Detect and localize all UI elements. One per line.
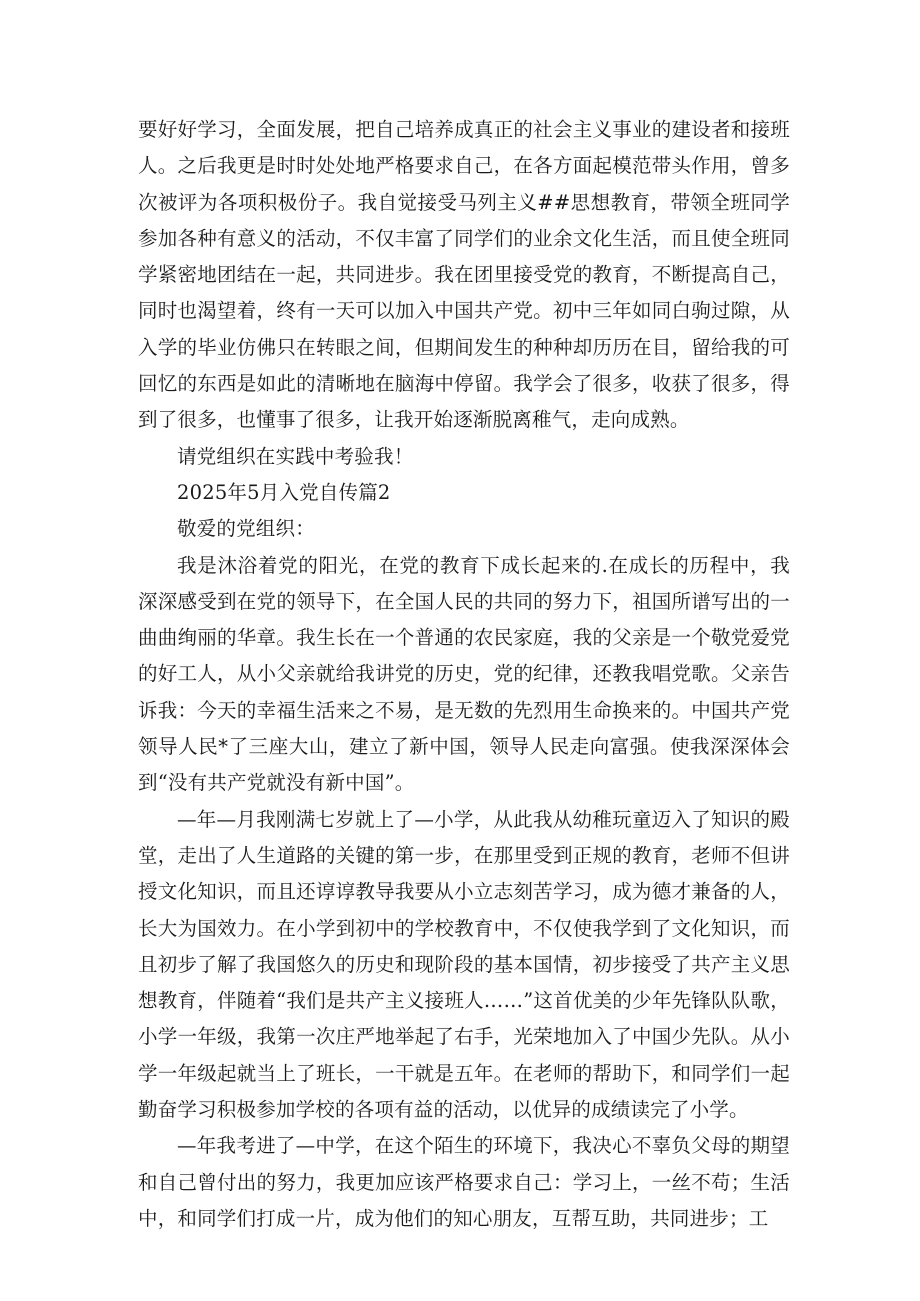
paragraph-middle-school: —年我考进了—中学，在这个陌生的环境下，我决心不辜负父母的期望和自己曾付出的努力，我更加应该严格要求自己：学习上，一丝不苟；生活中，和同学们打成一片，成为他们的知心朋友，互帮互助，共同进步；工: [138, 1134, 790, 1230]
section-heading: 2025年5月入党自传篇2: [177, 480, 391, 504]
paragraph-intro: 我是沐浴着党的阳光，在党的教育下成长起来的.在成长的历程中，我深深感受到在党的领导下，在全国人民的共同的努力下，祖国所谱写出的一曲曲绚丽的华章。我生长在一个普通的农民家庭，我的父亲是一个敬党爱党的好工人，从小父亲就给我讲党的历史，党的纪律，还教我唱党歌。父亲告诉我：今天的幸福生活来之不易，是无数的先烈用生命换来的。中国共产党领导人民*了三座大山，建立了新中国，领导人民走向富强。使我深深体会到“没有共产党就没有新中国”。: [138, 553, 790, 795]
salutation: 敬爱的党组织：: [177, 517, 315, 541]
document-body: [138, 112, 790, 1237]
paragraph-primary-school: —年—月我刚满七岁就上了—小学，从此我从幼稚玩童迈入了知识的殿堂，走出了人生道路的关键的第一步，在那里受到正规的教育，老师不但讲授文化知识，而且还谆谆教导我要从小立志刻苦学习，成为德才兼备的人，长大为国效力。在小学到初中的学校教育中，不仅使我学到了文化知识，而且初步了解了我国悠久的历史和现阶段的基本国情，初步接受了共产主义思想教育，伴随着“我们是共产主义接班人……”这首优美的少年先锋队队歌，小学一年级，我第一次庄严地举起了右手，光荣地加入了中国少先队。从小学一年级起就当上了班长，一干就是五年。在老师的帮助下，和同学们一起勤奋学习积极参加学校的各项有益的活动，以优异的成绩读完了小学。: [138, 807, 790, 1122]
paragraph-continuation: 要好好学习，全面发展，把自己培养成真正的社会主义事业的建设者和接班人。之后我更是时时处处地严格要求自己，在各方面起模范带头作用，曾多次被评为各项积极份子。我自觉接受马列主义##思想教育，带领全班同学参加各种有意义的活动，不仅丰富了同学们的业余文化生活，而且使全班同学紧密地团结在一起，共同进步。我在团里接受党的教育，不断提高自己，同时也渴望着，终有一天可以加入中国共产党。初中三年如同白驹过隙，从入学的毕业仿佛只在转眼之间，但期间发生的种种却历历在目，留给我的可回忆的东西是如此的清晰地在脑海中停留。我学会了很多，收获了很多，得到了很多，也懂事了很多，让我开始逐渐脱离稚气，走向成熟。: [138, 118, 790, 432]
paragraph-request: 请党组织在实践中考验我！: [177, 444, 414, 468]
